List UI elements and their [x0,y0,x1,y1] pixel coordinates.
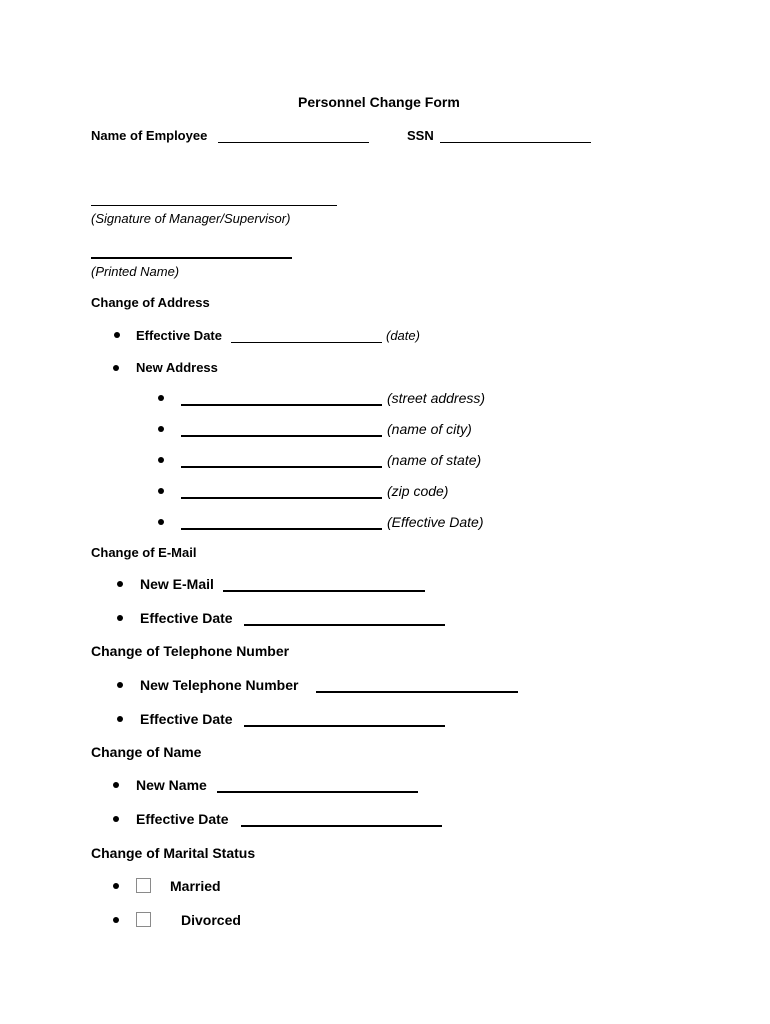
bullet [117,615,123,621]
signature-field[interactable] [91,205,337,206]
employee-name-label: Name of Employee [91,128,208,143]
street-address-field[interactable] [181,404,382,406]
printed-name-field[interactable] [91,257,292,259]
bullet [158,519,164,525]
city-field[interactable] [181,435,382,437]
divorced-option-label: Divorced [181,912,241,928]
address-effective-date-label: Effective Date [136,328,222,343]
bullet [113,365,119,371]
new-telephone-field[interactable] [316,691,518,693]
bullet [117,581,123,587]
bullet [113,816,119,822]
bullet [113,883,119,889]
state-field[interactable] [181,466,382,468]
new-name-label: New Name [136,777,207,793]
telephone-heading: Change of Telephone Number [91,643,290,659]
bullet [158,395,164,401]
new-email-field[interactable] [223,590,425,592]
signature-caption: (Signature of Manager/Supervisor) [91,211,291,226]
divorced-checkbox[interactable] [136,912,151,927]
street-address-hint: (street address) [387,390,486,406]
name-effective-date-field[interactable] [241,825,442,827]
new-telephone-label: New Telephone Number [140,677,299,693]
marital-heading: Change of Marital Status [91,845,256,861]
email-effective-date-label: Effective Date [140,610,233,626]
bullet [117,716,123,722]
printed-name-caption: (Printed Name) [91,264,180,279]
new-email-label: New E-Mail [140,576,214,592]
email-effective-date-field[interactable] [244,624,445,626]
telephone-effective-date-field[interactable] [244,725,445,727]
zip-hint: (zip code) [387,483,449,499]
form-title: Personnel Change Form [298,94,460,110]
address-effective-date-hint: (date) [386,328,420,343]
name-effective-date-label: Effective Date [136,811,229,827]
address-effective-date-2-field[interactable] [181,528,382,530]
employee-name-field[interactable] [218,142,369,143]
bullet [158,426,164,432]
address-effective-date-field[interactable] [231,342,382,343]
zip-field[interactable] [181,497,382,499]
bullet [158,457,164,463]
bullet [158,488,164,494]
state-hint: (name of state) [387,452,482,468]
email-heading: Change of E-Mail [91,545,197,560]
bullet [113,782,119,788]
new-name-field[interactable] [217,791,418,793]
telephone-effective-date-label: Effective Date [140,711,233,727]
bullet [114,332,120,338]
address-effective-date-2-hint: (Effective Date) [387,514,484,530]
ssn-label: SSN [407,128,434,143]
city-hint: (name of city) [387,421,472,437]
name-change-heading: Change of Name [91,744,202,760]
ssn-field[interactable] [440,142,591,143]
address-heading: Change of Address [91,295,210,310]
bullet [113,917,119,923]
married-checkbox[interactable] [136,878,151,893]
married-option-label: Married [170,878,221,894]
bullet [117,682,123,688]
new-address-label: New Address [136,360,218,375]
